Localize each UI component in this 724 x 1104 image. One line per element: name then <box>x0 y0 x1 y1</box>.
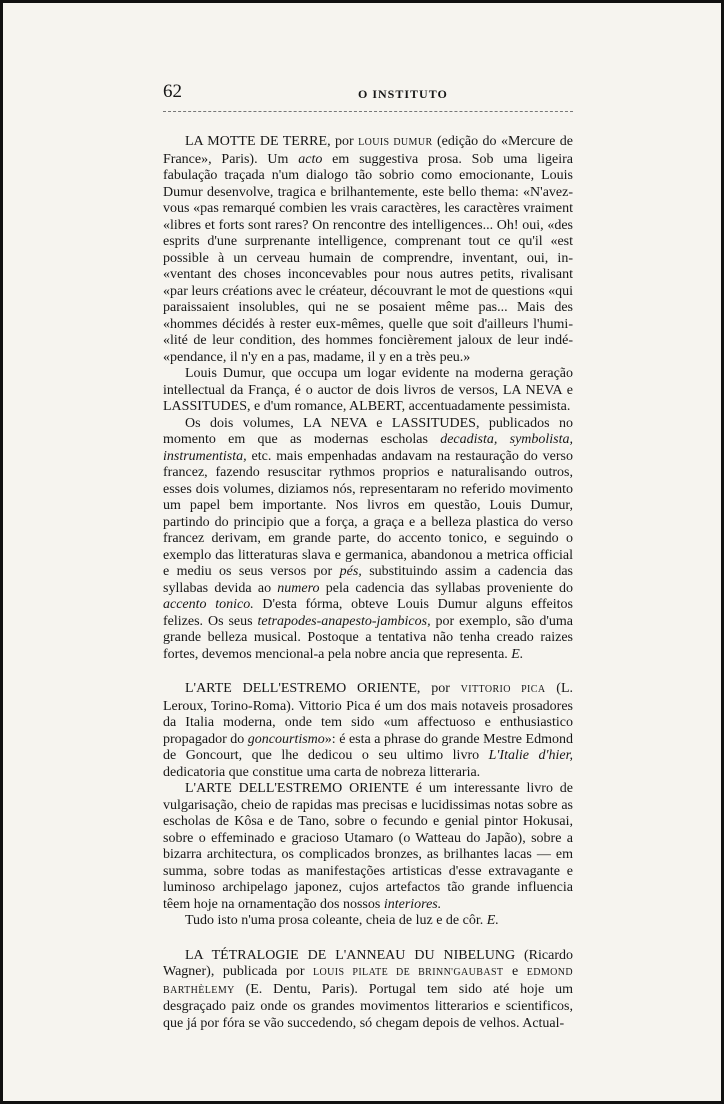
paragraph <box>163 416 573 664</box>
author-name: LOUIS DUMUR <box>358 137 433 148</box>
text-run: é um interessante livro de vulgarisação, cheio de rapidas mas precisas e lucidissimas notas sobre as escholas de Kôsa e de Tano, sobre o fecundo e genial pintor Hokusai, sobre o effeminado e gracioso Utamaro (o Watteau do Japão), sobre a bizarra architectura, os complicados bronzes, as brilhantes lacas — em summa, sobre todas as manifestações artisticas d'esse extravagante e luminoso archipelago japonez, cujos artefactos tão grande influencia têem hoje na ornamentação dos nossos <box>163 781 573 912</box>
text-run: , por <box>327 134 359 149</box>
emphasis: pés, <box>339 564 362 579</box>
text-run: (Ricardo Wagner), publicada por <box>163 947 573 979</box>
text-run: (L. Leroux, Torino-Roma). Vittorio Pica é um dos mais notaveis prosadores da Italia moderna, onde tem sido «um affectuoso e enthusiastico propagador do <box>163 681 573 747</box>
emphasis: decadista, symbolista, instrumentista, <box>163 432 574 464</box>
emphasis: accento tonico. <box>163 597 254 612</box>
header-rule <box>163 111 573 113</box>
author-name: LOUIS PILATE DE BRINN'GAUBAST <box>313 967 504 978</box>
page-body <box>163 134 573 1050</box>
text-run: pela cadencia das syllabas proveniente do <box>319 580 573 596</box>
text-run: Tudo isto n'uma prosa coleante, cheia de luz e de côr. <box>185 913 484 928</box>
author-name: VITTORIO PICA <box>460 684 546 695</box>
signature: E. <box>486 913 499 928</box>
emphasis: acto <box>298 151 323 167</box>
review-entry <box>163 948 573 1033</box>
text-run: »: é esta a phrase do grande Mestre Edmond de Goncourt, que lhe dedicou o seu ultimo livro <box>163 731 573 763</box>
emphasis: tetrapodes-anapesto-jambicos, <box>257 613 431 629</box>
paragraph <box>163 948 573 1033</box>
text-run: D'esta fórma, obteve Louis Dumur alguns effeitos felizes. Os seus <box>163 597 573 629</box>
book-title: LA MOTTE DE TERRE <box>185 134 328 149</box>
emphasis: numero <box>277 580 320 596</box>
page-number: 62 <box>163 81 182 102</box>
paragraph: Louis Dumur, que occupa um logar evidente na moderna geração intellectual da França, é o auctor de dois livros de versos, LA NEVA e LASSITUDES, e d'um romance, ALBERT, accentuadamente pessimista. <box>163 366 573 414</box>
page-header <box>163 81 573 105</box>
text-run: e <box>503 964 527 979</box>
author-name: EDMOND BARTHÈLEMY <box>163 967 573 996</box>
review-entry <box>163 681 573 930</box>
text-run: substituindo assim a cadencia das syllabas devida ao <box>163 564 573 596</box>
text-run: por exemplo, são d'uma grande belleza musical. Postoque a tentativa não tenha creado raizes fortes, devemos mencional-a pela nobre ancia que representa. <box>163 613 573 662</box>
emphasis: interiores. <box>383 896 442 912</box>
text-run: Os dois volumes, LA NEVA e LASSITUDES, publicados no momento em que as modernas escholas <box>163 415 573 447</box>
text-run: , por <box>416 681 461 696</box>
book-title: LA TÉTRALOGIE DE L'ANNEAU DU NIBELUNG <box>185 947 516 963</box>
text-run: etc. mais empenhadas andavam na restauração do verso francez, fazendo resuscitar rythmos proprios e naturalisando outros, esses dois volumes, diziamos nós, representaram no referido movimento um papel bem importante. Nos livros em questão, Louis Dumur, partindo do principio que a força, a graça e a belleza plastica do verso francez derivam, em grande parte, do accento tonico, e seguindo o exemplo das litteraturas slava e germanica, abandonou a metrica official e mediu os seus versos por <box>163 448 573 579</box>
emphasis: goncourtismo <box>247 731 325 747</box>
book-title: L'ARTE DELL'ESTREMO ORIENTE <box>185 681 417 696</box>
book-title: L'ARTE DELL'ESTREMO ORIENTE <box>185 781 409 796</box>
signature: E. <box>511 646 524 662</box>
paragraph <box>163 681 573 781</box>
emphasis: L'Italie d'hier, <box>488 748 573 763</box>
text-run: em suggestiva prosa. Sob uma ligeira fabulação traçada n'um dialogo tão sobrio como emocionante, Louis Dumur desenvolve, tragica e brilhantemente, este bello thema: «N'avez-vous «pas remarqué combien les vrais caractères, les caractères vraiment «libres et forts sont rares? On rencontre des intelligences... Oh! oui, «des esprits d'une surprenante intelligence, comprenant tout ce qu'il «est possible à un cerveau humain de comprendre, inventant, oui, in- «ventant des choses inconcevables pour nous autres petits, rivalisant «par leurs créations avec le créateur, découvrant le mot de questions «qui paraissaient insolubles, qui ne se posaient même pas... Mais des «hommes décidés à rester eux-mêmes, quelle que soit d'ailleurs l'humi- «lité de leur condition, des hommes foncièrement jaloux de leur indé- «pendance, il n'y en a pas, madame, il y en a très peu.» <box>163 151 573 365</box>
paragraph <box>163 781 573 913</box>
text-run: dedicatoria que constitue uma carta de nobreza litteraria. <box>163 764 481 780</box>
paragraph <box>163 134 573 366</box>
paragraph <box>163 913 573 930</box>
review-entry <box>163 134 573 663</box>
running-title: O INSTITUTO <box>358 87 448 101</box>
text-run: (E. Dentu, Paris). Portugal tem sido até hoje um desgraçado paiz onde os grandes movimentos litterarios e scientificos, que já por fóra se vão succedendo, só chegam depois de velhos. Actual- <box>163 981 573 1031</box>
text-run: (edição do «Mercure de France», Paris). Um <box>163 134 573 167</box>
